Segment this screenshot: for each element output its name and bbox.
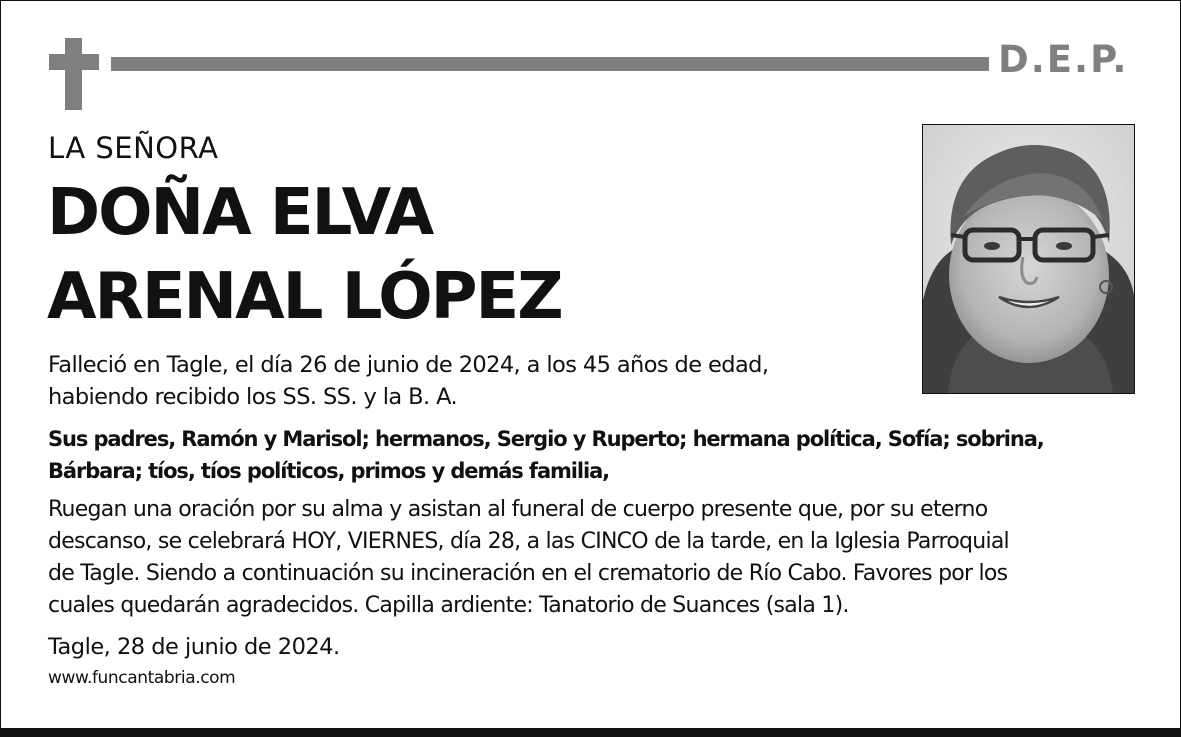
death-notice-line: habiendo recibido los SS. SS. y la B. A. xyxy=(48,384,458,410)
bottom-border xyxy=(0,728,1181,737)
funeral-announcement xyxy=(48,494,1009,622)
deceased-name-line-1: DOÑA ELVA xyxy=(47,176,433,250)
funeral-line: de Tagle. Siendo a continuación su incineración en el crematorio de Río Cabo. Favores por los xyxy=(48,561,1008,586)
family-line: Bárbara; tíos, tíos políticos, primos y demás familia, xyxy=(48,459,610,483)
deceased-name-line-2: ARENAL LÓPEZ xyxy=(47,260,562,334)
funeral-line: cuales quedarán agradecidos. Capilla ardiente: Tanatorio de Suances (sala 1). xyxy=(48,593,849,618)
death-notice xyxy=(48,349,768,413)
funeral-line: descanso, se celebrará HOY, VIERNES, día 28, a las CINCO de la tarde, en la Iglesia Parroquial xyxy=(48,529,1009,554)
website-link[interactable]: www.funcantabria.com xyxy=(48,668,236,688)
deceased-portrait xyxy=(922,124,1135,394)
funeral-line: Ruegan una oración por su alma y asistan al funeral de cuerpo presente que, por su eterno xyxy=(48,497,988,522)
place-and-date: Tagle, 28 de junio de 2024. xyxy=(48,634,340,660)
dep-badge: D.E.P. xyxy=(998,38,1129,81)
honorific: LA SEÑORA xyxy=(48,131,219,165)
family-line: Sus padres, Ramón y Marisol; hermanos, Sergio y Ruperto; hermana política, Sofía; sobrina, xyxy=(48,427,1044,451)
header-rule xyxy=(111,57,989,71)
death-notice-line: Falleció en Tagle, el día 26 de junio de 2024, a los 45 años de edad, xyxy=(48,352,769,378)
family-members xyxy=(48,423,1044,487)
